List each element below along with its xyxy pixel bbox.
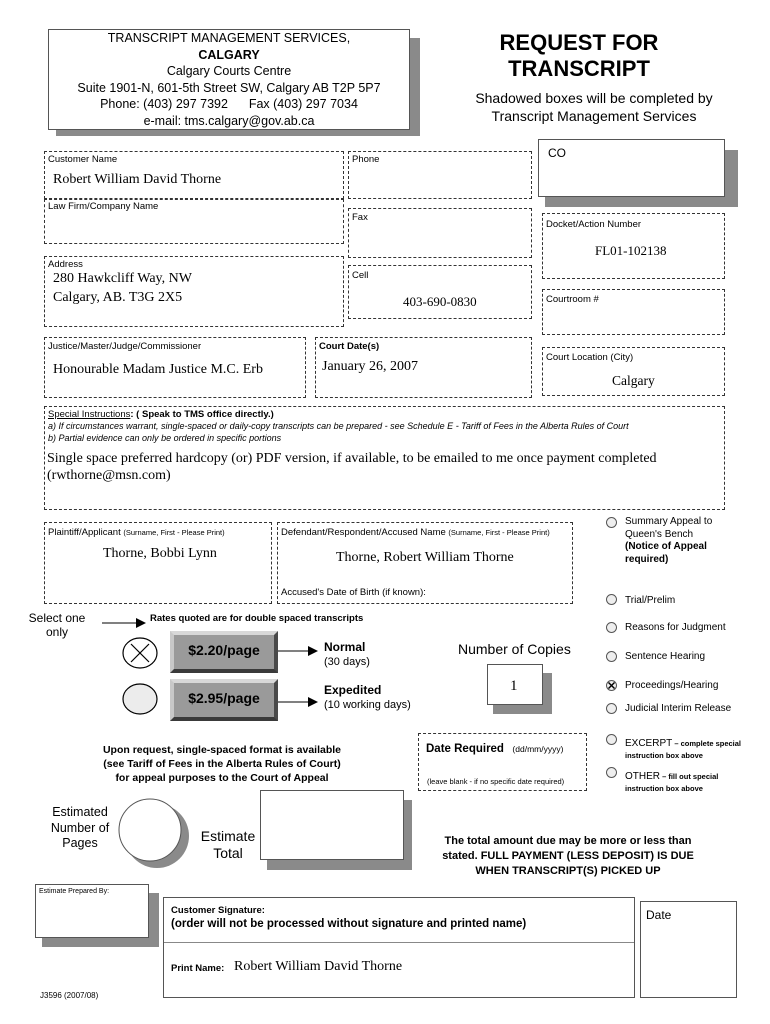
payment-notice-line2: stated. FULL PAYMENT (LESS DEPOSIT) IS DUE <box>442 850 694 862</box>
payment-notice <box>418 834 718 879</box>
option-summary-appeal-label <box>625 516 712 566</box>
expedited-sub: (10 working days) <box>324 699 411 711</box>
radio-judicial-release[interactable] <box>606 703 617 714</box>
option-proceedings-label: Proceedings/Hearing <box>625 680 719 691</box>
plaintiff-field[interactable] <box>44 522 272 604</box>
normal-rate-desc <box>324 640 370 670</box>
address-line2: Calgary, AB. T3G 2X5 <box>53 290 183 305</box>
special-instructions-heading <box>48 409 274 420</box>
radio-other[interactable] <box>606 767 617 778</box>
normal-rate-button[interactable] <box>170 631 278 673</box>
special-instructions-field[interactable] <box>44 406 725 510</box>
form-code: J3596 (2007/08) <box>40 991 99 1000</box>
radio-trial[interactable] <box>606 594 617 605</box>
prepared-by-label: Estimate Prepared By: <box>39 888 110 895</box>
normal-sub: (30 days) <box>324 656 370 668</box>
fax-label: Fax <box>352 212 368 223</box>
agency-city: CALGARY <box>198 47 260 62</box>
date-field[interactable] <box>640 901 737 998</box>
payment-notice-line1: The total amount due may be more or less than <box>444 835 692 847</box>
payment-notice-line3: WHEN TRANSCRIPT(S) PICKED UP <box>475 865 661 877</box>
date-required-label: Date Required <box>426 743 504 755</box>
agency-fax: Fax (403) 297 7034 <box>248 97 358 111</box>
agency-street: Suite 1901-N, 601-5th Street SW, Calgary AB T2P 5P7 <box>77 80 381 95</box>
form-title-line1: REQUEST FOR <box>499 30 659 55</box>
est-pages-line2: Number of <box>50 820 110 835</box>
docket-field[interactable] <box>542 213 725 279</box>
option-trial-label: Trial/Prelim <box>625 595 676 606</box>
plaintiff-label-text: Plaintiff/Applicant <box>48 527 121 538</box>
est-pages-line1: Estimated <box>52 805 108 819</box>
copies-value: 1 <box>510 678 518 694</box>
option-judicial-release-label: Judicial Interim Release <box>625 703 732 714</box>
fax-field[interactable] <box>348 208 532 258</box>
other-line2: instruction box above <box>625 783 703 793</box>
special-instructions-suffix: : ( Speak to TMS office directly.) <box>130 409 274 420</box>
law-firm-field[interactable] <box>44 199 344 244</box>
cell-label: Cell <box>352 270 369 281</box>
select-one-line2: only <box>45 625 68 639</box>
agency-email: e-mail: tms.calgary@gov.ab.ca <box>143 113 315 128</box>
other-line1-small: – fill out special <box>660 772 719 781</box>
defendant-hint: (Surname, First - Please Print) <box>448 528 550 537</box>
address-label: Address <box>48 259 83 270</box>
customer-name-field[interactable] <box>44 151 344 199</box>
customer-name-label: Customer Name <box>48 154 118 165</box>
defendant-label-text: Defendant/Respondent/Accused Name <box>281 527 446 538</box>
date-required-format: (dd/mm/yyyy) <box>512 744 564 754</box>
court-date-value: January 26, 2007 <box>322 359 419 374</box>
single-line3: for appeal purposes to the Court of Appeal <box>115 772 329 784</box>
normal-rate-price: $2.20/page <box>188 642 260 658</box>
co-box <box>538 139 725 197</box>
court-dates-label: Court Date(s) <box>319 341 380 352</box>
agency-address-box <box>48 29 410 130</box>
agency-phone-fax <box>49 96 409 113</box>
print-name-label: Print Name: <box>171 963 225 974</box>
cell-field[interactable] <box>348 265 532 319</box>
checked-x-icon <box>606 680 617 691</box>
copies-field[interactable] <box>487 664 543 705</box>
normal-label: Normal <box>324 640 366 654</box>
agency-building: Calgary Courts Centre <box>166 64 292 78</box>
special-note-b: b) Partial evidence can only be ordered in specific portions <box>48 433 282 443</box>
excerpt-line1: EXCERPT <box>625 738 673 749</box>
estimate-total-field[interactable] <box>260 790 404 860</box>
special-text-line1: Single space preferred hardcopy (or) PDF version, if available, to be emailed to me once payment completed <box>47 451 657 466</box>
justice-field[interactable] <box>44 337 306 398</box>
expedited-rate-button[interactable] <box>170 679 278 721</box>
estimate-prepared-by-field[interactable] <box>35 884 149 938</box>
form-subtitle <box>440 89 748 125</box>
date-required-heading <box>426 739 563 757</box>
plaintiff-label <box>48 527 225 538</box>
court-dates-field[interactable] <box>315 337 532 398</box>
defendant-value: Thorne, Robert William Thorne <box>336 550 514 565</box>
summary-appeal-line4: required) <box>625 553 669 565</box>
defendant-field[interactable] <box>277 522 573 604</box>
radio-reasons[interactable] <box>606 622 617 633</box>
date-required-field[interactable] <box>418 733 587 791</box>
agency-name: TRANSCRIPT MANAGEMENT SERVICES, <box>107 31 351 45</box>
other-line1: OTHER <box>625 771 660 782</box>
option-excerpt-label <box>625 738 741 760</box>
form-subtitle-line2: Transcript Management Services <box>491 108 697 124</box>
summary-appeal-line3: (Notice of Appeal <box>625 541 707 552</box>
justice-value: Honourable Madam Justice M.C. Erb <box>53 362 263 377</box>
single-spaced-note <box>72 743 372 785</box>
estimate-total-label <box>193 828 263 862</box>
expedited-rate-desc <box>324 683 411 713</box>
option-sentence-label: Sentence Hearing <box>625 651 706 662</box>
select-one-note <box>26 611 88 639</box>
select-one-line1: Select one <box>28 611 86 625</box>
courtroom-label: Courtroom # <box>546 294 599 305</box>
dob-label: Accused's Date of Birth (if known): <box>281 587 426 598</box>
expedited-label: Expedited <box>324 683 382 697</box>
expedited-arrow-icon <box>278 695 320 709</box>
excerpt-line2: instruction box above <box>625 750 703 760</box>
plaintiff-value: Thorne, Bobbi Lynn <box>103 546 217 561</box>
single-line1: Upon request, single-spaced format is available <box>102 744 342 756</box>
est-pages-line3: Pages <box>62 836 98 850</box>
defendant-label <box>281 527 550 538</box>
date-required-hint: (leave blank - if no specific date required) <box>427 777 565 786</box>
print-name-value: Robert William David Thorne <box>234 959 403 974</box>
option-other-label <box>625 771 718 793</box>
customer-name-value: Robert William David Thorne <box>53 172 222 187</box>
phone-label: Phone <box>352 154 380 165</box>
form-title-line2: TRANSCRIPT <box>508 56 650 81</box>
cell-value: 403-690-0830 <box>403 294 477 309</box>
normal-radio-selected[interactable] <box>121 636 159 670</box>
courtroom-field[interactable] <box>542 289 725 335</box>
est-total-line2: Total <box>213 845 243 861</box>
form-title <box>440 30 718 82</box>
form-subtitle-line1: Shadowed boxes will be completed by <box>475 90 713 106</box>
docket-value: FL01-102138 <box>595 243 667 258</box>
option-reasons-label: Reasons for Judgment <box>625 622 726 633</box>
address-line1: 280 Hawkcliff Way, NW <box>53 271 192 286</box>
radio-sentence[interactable] <box>606 651 617 662</box>
expedited-radio[interactable] <box>121 682 159 716</box>
customer-signature-block <box>163 897 635 998</box>
estimated-pages-label <box>40 805 120 852</box>
signature-note: (order will not be processed without signature and printed name) <box>171 918 527 930</box>
plaintiff-hint: (Surname, First - Please Print) <box>123 528 225 537</box>
normal-arrow-icon <box>278 644 320 658</box>
estimated-pages-field[interactable] <box>113 796 195 872</box>
signature-label: Customer Signature: <box>171 905 265 916</box>
justice-label: Justice/Master/Judge/Commissioner <box>48 341 202 352</box>
signature-line[interactable] <box>164 942 634 943</box>
court-location-field[interactable] <box>542 347 725 396</box>
radio-summary-appeal[interactable] <box>606 517 617 528</box>
court-location-label: Court Location (City) <box>546 352 634 363</box>
special-text-line2: (rwthorne@msn.com) <box>47 468 171 483</box>
address-field[interactable] <box>44 256 344 327</box>
summary-appeal-line1: Summary Appeal to <box>625 516 713 527</box>
special-instructions-label: Special Instructions <box>48 409 131 420</box>
excerpt-line1-small: – complete special <box>672 739 742 748</box>
court-location-value: Calgary <box>612 373 655 388</box>
law-firm-label: Law Firm/Company Name <box>48 201 159 212</box>
radio-proceedings-checked[interactable] <box>606 680 617 691</box>
summary-appeal-line2: Queen's Bench <box>625 528 694 540</box>
rates-note: Rates quoted are for double spaced transcripts <box>150 613 364 624</box>
radio-excerpt[interactable] <box>606 734 617 745</box>
est-total-line1: Estimate <box>200 828 256 844</box>
copies-label: Number of Copies <box>458 641 571 657</box>
select-arrow-icon <box>100 614 148 632</box>
single-line2: (see Tariff of Fees in the Alberta Rules of Court) <box>103 758 341 770</box>
agency-phone: Phone: (403) 297 7392 <box>100 97 228 111</box>
special-note-a: a) If circumstances warrant, single-spaced or daily-copy transcripts can be prepared - see Schedule E - Tariff of Fees in the Alberta Rules of Court <box>48 421 629 431</box>
expedited-rate-price: $2.95/page <box>188 690 260 706</box>
phone-field[interactable] <box>348 151 532 199</box>
date-label: Date <box>646 908 672 922</box>
docket-label: Docket/Action Number <box>546 219 642 230</box>
co-label: CO <box>548 146 566 160</box>
